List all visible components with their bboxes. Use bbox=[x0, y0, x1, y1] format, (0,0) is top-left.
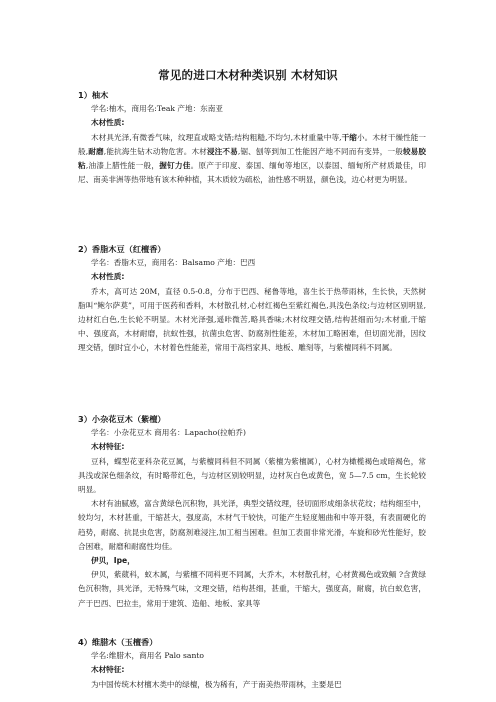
section-info: 学名:维腊木，商用名 Palo santo bbox=[91, 651, 204, 661]
section-label: 木材性质: bbox=[91, 118, 125, 128]
body-bold: 耐磨 bbox=[88, 146, 104, 156]
section-heading: 3）小杂花豆木（紫檀） bbox=[78, 414, 166, 424]
body-bold: 较易胶粘 bbox=[78, 146, 427, 171]
section-label: 木材性质: bbox=[91, 272, 125, 282]
body-text: ,油漆上腊性能一般， bbox=[85, 161, 160, 171]
body-text: 木材具光泽,有微香气味，纹理直或略支错;结构粗糙,不均匀,木材重量中等, bbox=[91, 132, 342, 142]
body-text: ,锯、刨等到加工性能因产地不同而有变异，一般 bbox=[237, 146, 403, 156]
section-heading: 4）维腊木（玉檀香） bbox=[78, 637, 158, 647]
section-heading: 2）香脂木豆（红檀香） bbox=[78, 244, 166, 254]
page-title: 常见的进口木材种类识别 木材知识 bbox=[158, 68, 338, 82]
section-body: 乔木，高可达 20M，直径 0.5-0.8，分布于巴西、秘鲁等地，喜生长于热带雨林，生长快，天然树脂叫“鲍尔萨莫”，可用于医药和香料，木材散孔材,心材红褐色至紫红褐色,具浅色条纹;与边材区别明显,边材红白色,生长轮不明显。木材光泽强,遥咔微苦,略具香味;木材纹理交错,结构甚细而匀;木材重,干缩中、强度高，木材耐磨，抗蚁性强，抗菌虫危害、防腐剂性能差，木材加工略困难，但切面光滑，因纹理交错，刨时宜小心，木材着色性能差，常用于高档家具、地板、雕刻等，与紫檀同科不同属。 bbox=[78, 286, 426, 353]
body-text: 。原产于印度、泰国、缅甸等地区，以泰国、缅甸所产材质最佳，印尼、南美非洲等热带地有该木种种植，其木质较为疏松，油性感不明显，颜色浅，边心材更为明显。 bbox=[78, 161, 426, 185]
section-info: 学名：香脂木豆，商用名：Balsamo 产地：巴西 bbox=[91, 258, 256, 268]
section-heading: 1）柚木 bbox=[78, 90, 109, 100]
sub-label: 伊贝，Ipe， bbox=[91, 556, 135, 566]
section-body bbox=[78, 131, 426, 188]
section-body: 为中国传统木材檀木类中的绿檀，极为稀有，产于南美热带雨林，主要是巴 bbox=[91, 679, 342, 689]
section-body-3: 伊贝，紫葳科，蚁木属，与紫檀不同科更不同属，大乔木，木材散孔材，心材黄褐色或致鲕 ?含黄绿色沉积物，具光泽，无特殊气味，文理交错，结构甚细，甚重，干缩大，强度高，耐腐，抗白蚁危害，产于巴西、巴拉圭，常用于建筑、造船、地板、家具等 bbox=[78, 570, 426, 608]
body-bold: 握钉力佳 bbox=[159, 161, 191, 171]
body-text: 小。木材干燥性能一般, bbox=[78, 132, 427, 156]
section-palo-santo bbox=[78, 635, 426, 692]
section-label: 木材特征: bbox=[91, 442, 125, 452]
section-teak bbox=[78, 88, 426, 187]
body-bold: 干缩 bbox=[341, 132, 357, 142]
section-body: 豆科，蝶型花亚科杂花豆属，与紫檀同科但不同属（紫檀为紫檀属），心材为橄榄褐色或暗褐色，常具浅或深色细条纹，有时略带红色，与边材区别较明显，边材灰白色或黄色，宽 5—7.5 cm，生长轮较明显。 bbox=[78, 456, 426, 495]
body-bold: 浸注不易 bbox=[206, 146, 238, 156]
section-info: 学名:柚木，商用名:Teak 产地：东南亚 bbox=[91, 104, 223, 114]
section-label: 木材特征: bbox=[91, 665, 125, 675]
body-text: ,能抗海生钻木动物危害。木材 bbox=[103, 146, 207, 156]
section-balsamo bbox=[78, 242, 426, 356]
section-body-2: 木材有油腻感，富含黄绿色沉积物，具光泽，典型交错纹理，径切面形成细条状花纹；结构细至中，较均匀，木材甚重，干缩甚大，强度高，木材气干较快，可能产生轻度翘曲和中等开裂，有表面硬化的趋势，耐腐、抗昆虫危害，防腐剂难浸注,加工相当困难。但加工表面非常光滑，车旋和砂光性能好，胶合困难，耐磨和耐腐性均佳。 bbox=[78, 499, 426, 551]
section-lapacho bbox=[78, 412, 426, 611]
section-info: 学名：小杂花豆木 商用名：Lapacho(拉帕乔) bbox=[91, 428, 246, 438]
